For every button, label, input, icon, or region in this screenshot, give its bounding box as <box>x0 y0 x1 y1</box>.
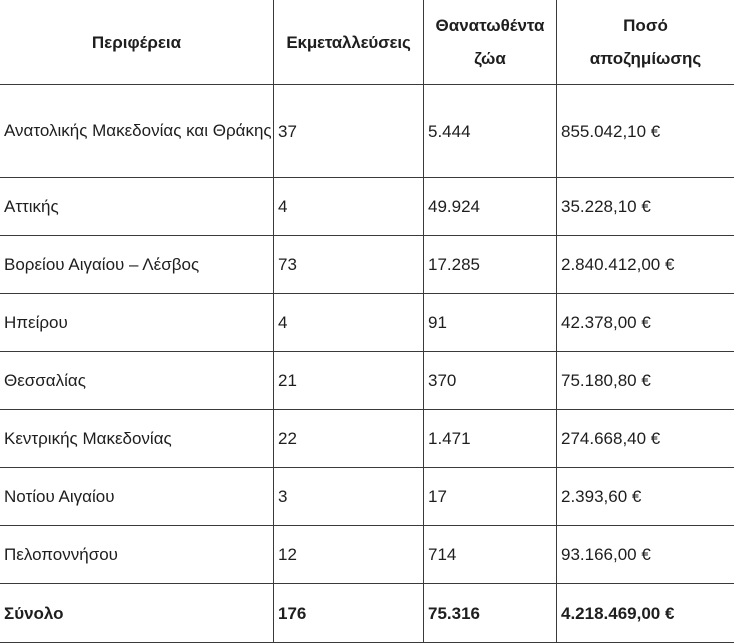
header-exploitations <box>274 0 424 85</box>
header-region-label: Περιφέρεια <box>91 32 182 52</box>
compensation-cell: 93.166,00 € <box>557 526 734 584</box>
header-exploitations-label: Εκμεταλλεύσεις <box>286 32 411 52</box>
compensation-cell: 2.840.412,00 € <box>557 236 734 294</box>
region-cell: Πελοποννήσου <box>0 526 274 584</box>
header-compensation-line1: Ποσό <box>623 16 668 35</box>
animals-killed-cell: 370 <box>424 352 557 410</box>
header-region <box>0 0 274 85</box>
compensation-cell: 855.042,10 € <box>557 85 734 178</box>
exploitations-cell: 37 <box>274 85 424 178</box>
region-cell: Αττικής <box>0 178 274 236</box>
table-row <box>0 352 734 410</box>
animals-killed-cell: 17 <box>424 468 557 526</box>
total-exploitations: 176 <box>274 584 424 643</box>
animals-killed-cell: 5.444 <box>424 85 557 178</box>
exploitations-cell: 12 <box>274 526 424 584</box>
compensation-cell: 75.180,80 € <box>557 352 734 410</box>
region-cell: Ανατολικής Μακεδονίας και Θράκης <box>0 85 274 178</box>
compensation-cell: 2.393,60 € <box>557 468 734 526</box>
table-row <box>0 294 734 352</box>
exploitations-cell: 4 <box>274 178 424 236</box>
compensation-cell: 274.668,40 € <box>557 410 734 468</box>
header-compensation <box>557 0 734 85</box>
table-row <box>0 468 734 526</box>
compensation-cell: 42.378,00 € <box>557 294 734 352</box>
animals-killed-cell: 714 <box>424 526 557 584</box>
region-cell: Κεντρικής Μακεδονίας <box>0 410 274 468</box>
region-cell: Βορείου Αιγαίου – Λέσβος <box>0 236 274 294</box>
table-row <box>0 410 734 468</box>
header-animals-killed-line2: ζώα <box>474 49 506 68</box>
table-row <box>0 236 734 294</box>
header-animals-killed-line1: Θανατωθέντα <box>435 16 545 35</box>
exploitations-cell: 22 <box>274 410 424 468</box>
header-compensation-line2: αποζημίωσης <box>589 49 702 68</box>
header-animals-killed <box>424 0 557 85</box>
header-row <box>0 0 734 85</box>
total-row <box>0 584 734 643</box>
animals-killed-cell: 49.924 <box>424 178 557 236</box>
compensation-cell: 35.228,10 € <box>557 178 734 236</box>
exploitations-cell: 3 <box>274 468 424 526</box>
table-row <box>0 85 734 178</box>
table-row <box>0 178 734 236</box>
exploitations-cell: 73 <box>274 236 424 294</box>
table-row <box>0 526 734 584</box>
animals-killed-cell: 1.471 <box>424 410 557 468</box>
total-animals-killed: 75.316 <box>424 584 557 643</box>
animals-killed-cell: 17.285 <box>424 236 557 294</box>
total-label: Σύνολο <box>0 584 274 643</box>
region-cell: Θεσσαλίας <box>0 352 274 410</box>
exploitations-cell: 21 <box>274 352 424 410</box>
region-cell: Νοτίου Αιγαίου <box>0 468 274 526</box>
animals-killed-cell: 91 <box>424 294 557 352</box>
region-cell: Ηπείρου <box>0 294 274 352</box>
exploitations-cell: 4 <box>274 294 424 352</box>
total-compensation: 4.218.469,00 € <box>557 584 734 643</box>
